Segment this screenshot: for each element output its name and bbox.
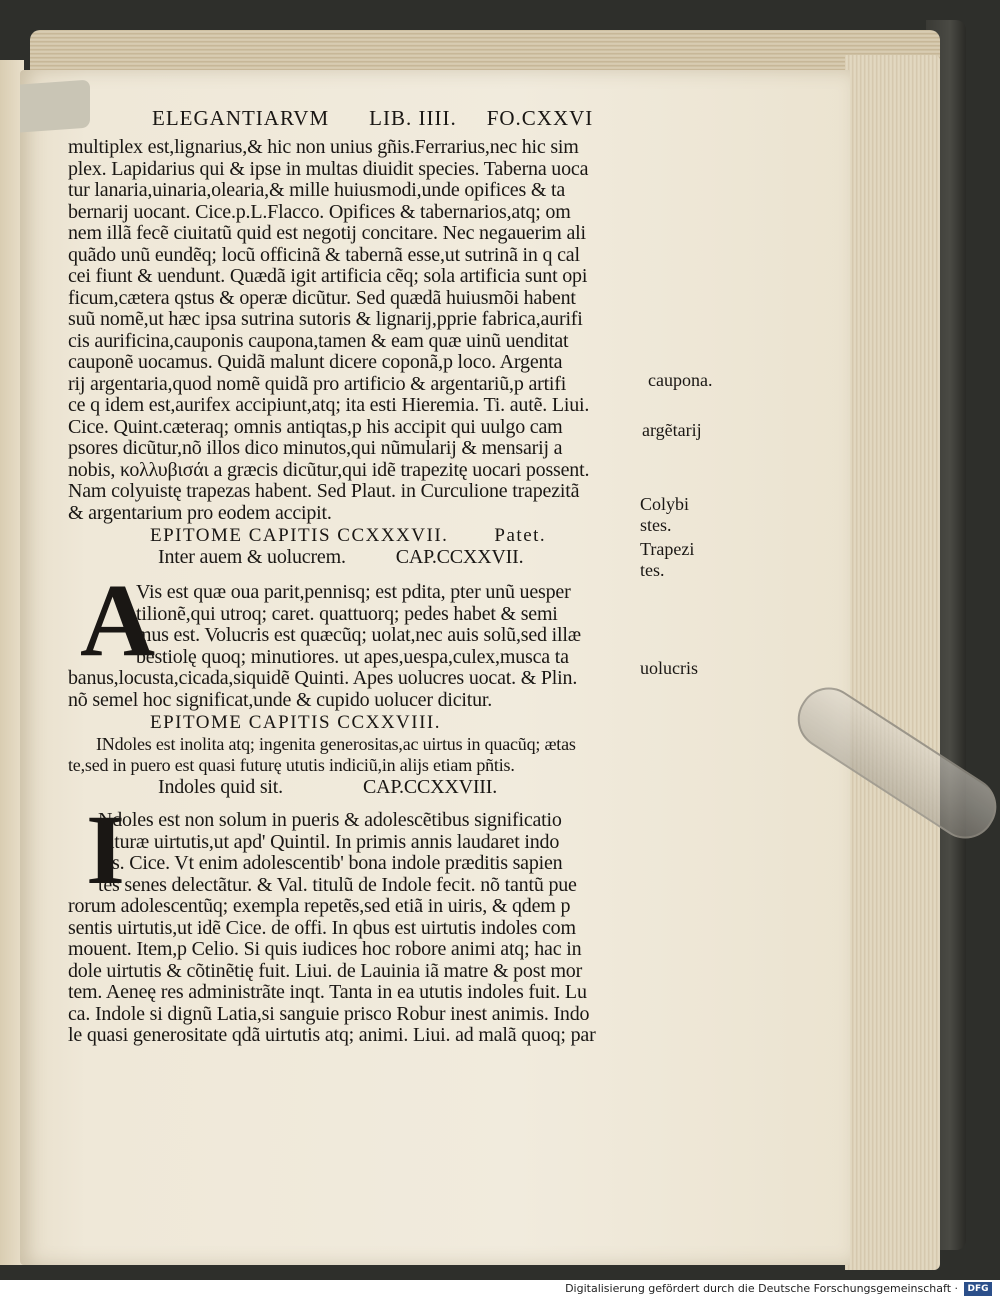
text-line: futuræ uirtutis,ut apd' Quintil. In primis annis laudaret indo	[98, 831, 560, 853]
header-book: LIB. IIII.	[369, 106, 457, 130]
text-line: suũ nomẽ,ut hæc ipsa sutrina sutoris & lignarij,pprie fabrica,aurifi	[68, 309, 583, 330]
text-line: mus est. Volucris est quæcũq; uolat,nec auis solũ,sed illæ	[136, 625, 581, 646]
text-line: Ndoles est non solum in pueris & adolescẽtibus significatio	[98, 810, 562, 831]
text-line: tilionẽ,qui utroq; caret. quattuorq; pedes habet & semi	[136, 603, 558, 625]
text-line: rij argentaria,quod nomẽ quidã pro artificio & argentariũ,p artifi	[68, 373, 567, 395]
epitome-subline	[68, 777, 648, 799]
text-line: tes senes delectãtur. & Val. titulũ de Indole fecit. nõ tantũ pue	[98, 874, 577, 896]
epitome-subline	[68, 547, 648, 569]
text-line: mouent. Item,p Celio. Si quis iudices hoc robore animi atq; hac in	[68, 939, 582, 960]
paragraph-artifices	[68, 137, 648, 524]
text-line: les. Cice. Vt enim adolescentib' bona indole præditis sapien	[98, 853, 563, 874]
text-line: psores dicũtur,nõ illos dico minutos,qui nũmularij & mensarij a	[68, 438, 563, 459]
text-line: nõ semel hoc significat,unde & cupido uolucer dicitur.	[68, 689, 493, 711]
paragraph-indoles	[68, 794, 648, 1047]
text-line: ficum,cætera qstus & operæ dicũtur. Sed quædã huiusmõi habent	[68, 287, 576, 309]
text-line: tur lanaria,uinaria,olearia,& mille huiusmodi,unde opifices & ta	[68, 180, 566, 201]
epitome-heading	[68, 525, 648, 547]
margin-note-colybistes-cont: stes.	[640, 515, 672, 535]
text-line: cis aurificina,cauponis caupona,tamen & eam quæ uinũ uenditat	[68, 330, 569, 352]
epitome-ccxxviii	[68, 712, 648, 798]
epitome-heading: EPITOME CAPITIS CCXXVIII.	[150, 712, 442, 733]
text-line: nem illã fecẽ ciuitatũ quid est negotij concitare. Nec negauerim ali	[68, 223, 586, 244]
text-line: Vis est quæ oua parit,pennisq; est pdita, pter unũ uesper	[136, 582, 571, 603]
epitome-text: INdoles est inolita atq; ingenita generositas,ac uirtus in quacũq; ætas	[96, 733, 576, 754]
drop-cap-i: I	[86, 794, 125, 905]
text-line: Cice. Quint.cæteraq; omnis antiqtas,p his accipit qui uulgo cam	[68, 416, 563, 438]
text-line: rorum adolescentũq; exempla repetẽs,sed etiã in uiris, & qdem p	[68, 896, 571, 917]
text-line: tem. Aeneę res administrãte inqt. Tanta in ea ututis indoles fuit. Lu	[68, 982, 587, 1003]
text-line: cei fiunt & uendunt. Quædã igit artificia cẽq; sola artificia sunt opi	[68, 266, 588, 287]
epitome-ccxxxvii	[68, 525, 648, 568]
page-stack-edge	[845, 55, 940, 1270]
text-line: le quasi generositate qdã uirtutis atq; animi. Liui. ad malã quoq; par	[68, 1025, 596, 1046]
header-folio: FO.CXXVI	[486, 106, 594, 130]
text-line: quãdo unũ eundẽq; locũ officinã & tabernã esse,ut sutrinã in q cal	[68, 244, 580, 266]
text-line: dole uirtutis & cõtinẽtię fuit. Liui. de Lauinia iã matre & post mor	[68, 960, 583, 982]
running-header	[152, 106, 652, 131]
epitome-subject: Indoles quid sit.	[158, 776, 283, 798]
margin-note-colybistes: Colybi	[640, 494, 690, 514]
epitome-text: te,sed in puero est quasi futurę ututis indiciũ,in alijs etiam pñtis.	[68, 755, 515, 775]
main-text	[68, 137, 648, 1047]
text-line: plex. Lapidarius qui & ipse in multas diuidit species. Taberna uoca	[68, 158, 589, 180]
text-line: cauponẽ uocamus. Quidã malunt dicere coponã,p loco. Argenta	[68, 352, 563, 373]
bookmark-ribbon	[20, 80, 90, 133]
dfg-logo: DFG	[964, 1282, 992, 1296]
margin-note-trapezites-cont: tes.	[640, 560, 665, 580]
margin-note-trapezites: Trapezi	[640, 539, 695, 559]
drop-cap-a: A	[80, 563, 155, 678]
text-line: & argentarium pro eodem accipit.	[68, 502, 332, 524]
page-stack-top	[30, 30, 940, 75]
text-line: Nam colyuistę trapezas habent. Sed Plaut. in Curculione trapezitã	[68, 481, 580, 502]
margin-note-uolucris: uolucris	[640, 658, 698, 678]
text-line: ca. Indole si dignũ Latia,si sanguie prisco Robur inest animis. Indo	[68, 1003, 590, 1025]
epitome-title: EPITOME CAPITIS CCXXXVII.	[150, 525, 449, 546]
funding-credit: Digitalisierung gefördert durch die Deutsche Forschungsgemeinschaft ·	[565, 1282, 958, 1295]
text-line: bestiolę quoq; minutiores. ut apes,uespa,culex,musca ta	[136, 646, 569, 668]
footer-bar	[0, 1280, 1000, 1299]
text-line: bernarij uocant. Cice.p.L.Flacco. Opifices & tabernarios,atq; om	[68, 201, 571, 223]
text-line: sentis uirtutis,ut idẽ Cice. de offi. In qbus est uirtutis indoles com	[68, 917, 576, 939]
text-line: nobis, κολλυβισάι a græcis dicũtur,qui idẽ trapezitę uocari possent.	[68, 459, 590, 481]
margin-note-caupona: caupona.	[648, 370, 713, 390]
text-line: ce q idem est,aurifex accipiunt,atq; ita esti Hieremia. Ti. autẽ. Liui.	[68, 395, 590, 416]
chapter-number: CAP.CCXXVII.	[395, 546, 524, 568]
paragraph-auis	[68, 563, 648, 711]
text-line: banus,locusta,cicada,siquidẽ Quinti. Apes uolucres uocat. & Plin.	[68, 668, 578, 689]
header-title: ELEGANTIARVM	[152, 106, 330, 130]
chapter-number: CAP.CCXXVIII.	[362, 776, 498, 798]
epitome-subject: Inter auem & uolucrem.	[158, 546, 346, 568]
text-line: multiplex est,lignarius,& hic non unius gñis.Ferrarius,nec hic sim	[68, 137, 579, 158]
epitome-patet: Patet.	[494, 525, 547, 546]
margin-note-argentarii: argẽtarij	[642, 420, 702, 440]
